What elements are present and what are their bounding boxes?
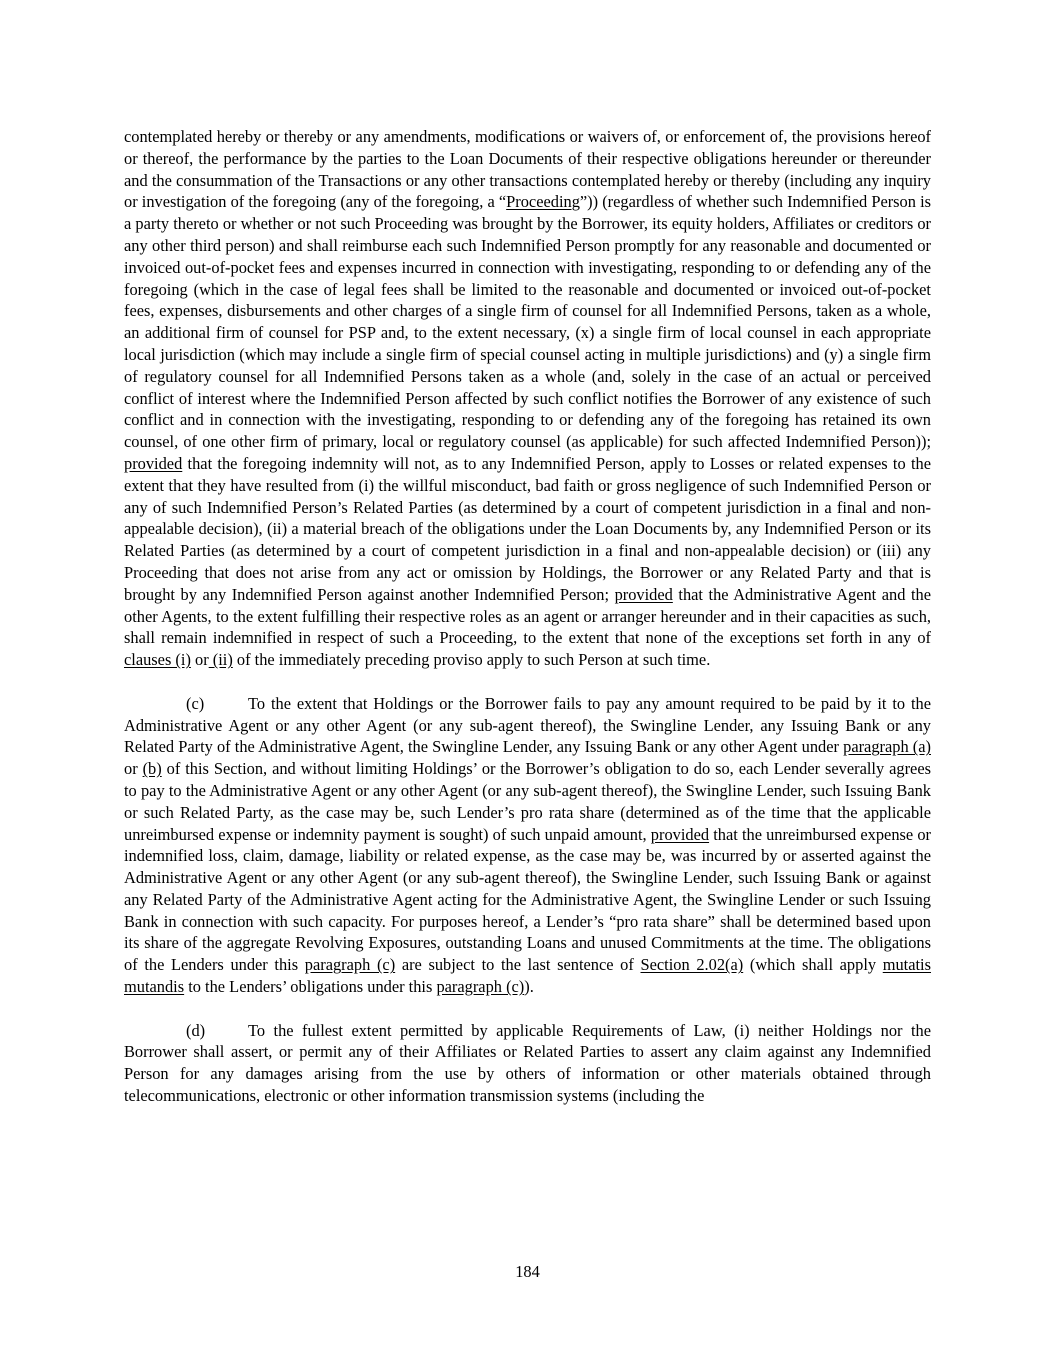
text-run: or	[190, 650, 209, 670]
text-run: ”)) (regardless of whether such Indemnified Person is a party thereto or whether or not such Proceeding was brought by the Borrower, its equity holders, Affiliates or creditors or any other third person) and shall reimburse each such Indemnified Person promptly for any reasonable and documented or invoiced out-of-pocket fees and expenses incurred in connection with investigating, responding to or defending any of the foregoing (which in the case of legal fees shall be limited to the reasonable and documented or invoiced out-of-pocket fees, expenses, disbursements and other charges of a single firm of counsel for all Indemnified Persons, taken as a whole, an additional firm of counsel for PSP and, to the extent necessary, (x) a single firm of local counsel in each appropriate local jurisdiction (which may include a single firm of special counsel acting in multiple jurisdictions) and (y) a single firm of regulatory counsel for all Indemnified Persons taken as a whole (and, solely in the case of an actual or perceived conflict of interest where the Indemnified Person affected by such conflict notifies the Borrower of any existence of such conflict and in connection with the investigating, responding to or defending any of the foregoing has retained its own counsel, of one other firm of primary, local or regulatory counsel (as applicable) for such affected Indemnified Person));	[124, 192, 932, 452]
text-run: that the unreimbursed expense or indemnified loss, claim, damage, liability or related expense, as the case may be, was incurred by or asserted against the Administrative Agent or any other Agent (or any sub-agent thereof), the Swingline Lender, such Issuing Bank or against any Related Party of the Administrative Agent acting for the Administrative Agent, the Swingline Lender or such Issuing Bank in connection with such capacity. For purposes hereof, a Lender’s “pro rata share” shall be determined based upon its share of the aggregate Revolving Exposures, outstanding Loans and unused Commitments at the time. The obligations of the Lenders under this	[124, 824, 931, 975]
paragraph-c	[124, 693, 931, 998]
section-reference: Section 2.02(a)	[640, 955, 744, 975]
text-run: (which shall apply	[743, 955, 883, 975]
provided-term: provided	[614, 584, 673, 604]
paragraph-label: (d)	[186, 1020, 206, 1040]
text-run: are subject to the last sentence of	[395, 955, 641, 975]
paragraph-label: (c)	[186, 693, 205, 713]
text-run: to the Lenders’ obligations under this	[184, 977, 437, 997]
latin-term: mutatis	[882, 955, 931, 975]
paragraph-reference: (b)	[142, 759, 162, 779]
paragraph-d	[124, 1020, 931, 1107]
paragraph-b-continuation	[124, 126, 931, 671]
paragraph-reference: paragraph (a)	[843, 737, 931, 757]
defined-term-proceeding: Proceeding	[506, 192, 580, 212]
text-run: contemplated hereby or thereby or any amendments, modifications or waivers of, or enforcement of, the provisions hereof or thereof, the performance by the parties to the Loan Documents of their respective obligations hereunder or thereunder and the consummation of the Transactions or any other transactions contemplated hereby or thereby (including any inquiry or investigation of the foregoing (any of the foregoing, a “	[124, 127, 931, 212]
text-run: To the fullest extent permitted by applicable Requirements of Law, (i) neither Holdings nor the Borrower shall assert, or permit any of their Affiliates or Related Parties to assert any claim against any Indemnified Person for any damages arising from the use by others of information or other materials obtained through telecommunications, electronic or other information transmission systems (including the	[124, 1020, 931, 1106]
clause-reference: (ii)	[208, 650, 233, 670]
text-run: To the extent that Holdings or the Borrower fails to pay any amount required to be paid by it to the Administrative Agent or any other Agent (or any sub-agent thereof), the Swingline Lender, any Issuing Bank or any Related Party of the Administrative Agent, the Swingline Lender, any Issuing Bank or any other Agent under	[124, 693, 931, 757]
page-number: 184	[515, 1262, 540, 1281]
paragraph-reference: paragraph (c)	[304, 955, 396, 975]
text-run: or	[124, 759, 143, 779]
paragraph-reference: paragraph (c)	[436, 977, 525, 997]
clause-reference: clauses (i)	[124, 650, 191, 670]
text-run: ).	[524, 977, 534, 997]
provided-term: provided	[124, 453, 183, 473]
text-run: that the foregoing indemnity will not, as to any Indemnified Person, apply to Losses or related expenses to the extent that they have resulted from (i) the willful misconduct, bad faith or gross negligence of such Indemnified Person or any of such Indemnified Person’s Related Parties (as determined by a court of competent jurisdiction in a final and non-appealable decision), (ii) a material breach of the obligations under the Loan Documents by, any Indemnified Person or its Related Parties (as determined by a court of competent jurisdiction in a final and non-appealable decision) or (iii) any Proceeding that does not arise from any act or omission by Holdings, the Borrower or any Related Party and that is brought by any Indemnified Person against another Indemnified Person;	[124, 453, 931, 604]
latin-term: mutandis	[124, 977, 185, 997]
text-run: that the Administrative Agent and the other Agents, to the extent fulfilling their respective roles as an agent or arranger hereunder and in their capacities as such, shall remain indemnified in respect of such a Proceeding, to the extent that none of the exceptions set forth in any of	[124, 584, 932, 648]
document-body	[124, 126, 931, 1107]
text-run: of this Section, and without limiting Holdings’ or the Borrower’s obligation to do so, each Lender severally agrees to pay to the Administrative Agent or any other Agent (or any sub-agent thereof), the Swingline Lender, such Issuing Bank or such Related Party, as the case may be, such Lender’s pro rata share (determined as of the time that the applicable unreimbursed expense or indemnity payment is sought) of such unpaid amount,	[124, 759, 931, 844]
text-run: of the immediately preceding proviso apply to such Person at such time.	[232, 650, 711, 670]
provided-term: provided	[650, 824, 710, 844]
